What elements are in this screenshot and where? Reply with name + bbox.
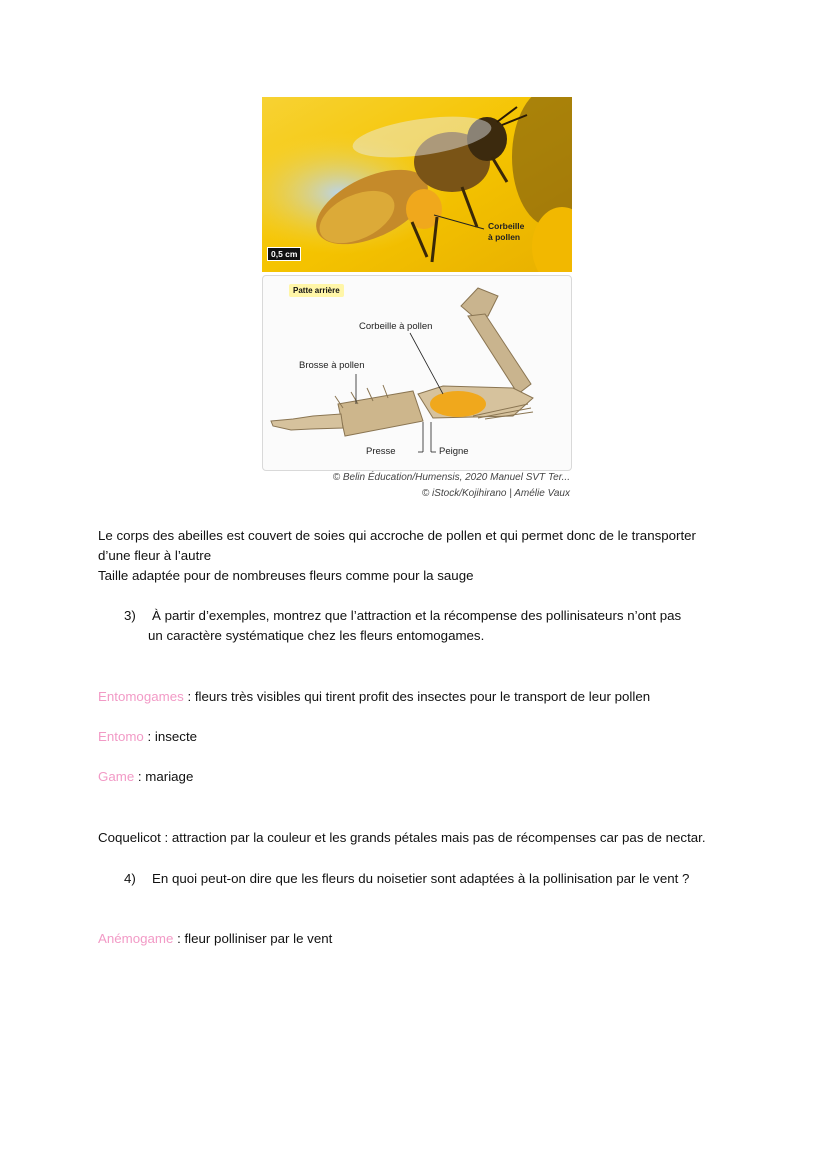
question-4-text: En quoi peut-on dire que les fleurs du noisetier sont adaptées à la pollinisation par le vent ?	[152, 871, 690, 886]
bee-photo-illustration	[262, 97, 572, 272]
paragraph-line: Le corps des abeilles est couvert de soies qui accroche de pollen et qui permet donc de le transporter	[98, 528, 696, 543]
label-brosse: Brosse à pollen	[299, 360, 365, 371]
paragraph-line: d’une fleur à l’autre	[98, 548, 212, 563]
question-3-line1: À partir d’exemples, montrez que l’attraction et la récompense des pollinisateurs n’ont pas	[152, 608, 682, 623]
diagram-tag: Patte arrière	[289, 284, 344, 297]
definition-term: Anémogame	[98, 931, 174, 946]
label-corbeille: Corbeille à pollen	[359, 321, 433, 332]
label-peigne: Peigne	[439, 446, 469, 457]
credit-line-2: © iStock/Kojihirano | Amélie Vaux	[421, 488, 570, 499]
paragraph-line: Taille adaptée pour de nombreuses fleurs comme pour la sauge	[98, 568, 474, 583]
bee-photo	[262, 97, 572, 272]
definition-entomogames	[98, 687, 650, 707]
photo-label-line1: Corbeille	[488, 221, 525, 231]
question-4-number: 4)	[124, 871, 136, 886]
bee-figure	[262, 97, 572, 499]
definition-term: Entomo	[98, 729, 144, 744]
definition-text: : mariage	[134, 769, 194, 784]
leg-illustration	[263, 276, 571, 470]
photo-label-line2: à pollen	[488, 232, 521, 242]
paragraph-coquelicot: Coquelicot : attraction par la couleur et les grands pétales mais pas de récompenses car pas de nectar.	[98, 830, 706, 845]
question-3-line2: un caractère systématique chez les fleurs entomogames.	[148, 628, 485, 643]
definition-text: : fleurs très visibles qui tirent profit des insectes pour le transport de leur pollen	[183, 689, 651, 704]
label-presse: Presse	[366, 446, 396, 457]
definition-term: Game	[98, 769, 135, 784]
definition-text: : insecte	[143, 729, 198, 744]
photo-label-corbeille	[488, 221, 524, 243]
question-3-number: 3)	[124, 608, 136, 623]
paragraph-soies	[98, 526, 696, 586]
definition-entomo	[98, 727, 197, 747]
definition-text: : fleur polliniser par le vent	[173, 931, 333, 946]
leg-diagram	[262, 275, 572, 471]
definition-game	[98, 767, 193, 787]
definition-term: Entomogames	[98, 689, 184, 704]
definition-anemogame	[98, 929, 332, 949]
scale-bar: 0,5 cm	[267, 247, 301, 261]
credit-line-1: © Belin Éducation/Humensis, 2020 Manuel SVT Ter...	[332, 472, 570, 483]
